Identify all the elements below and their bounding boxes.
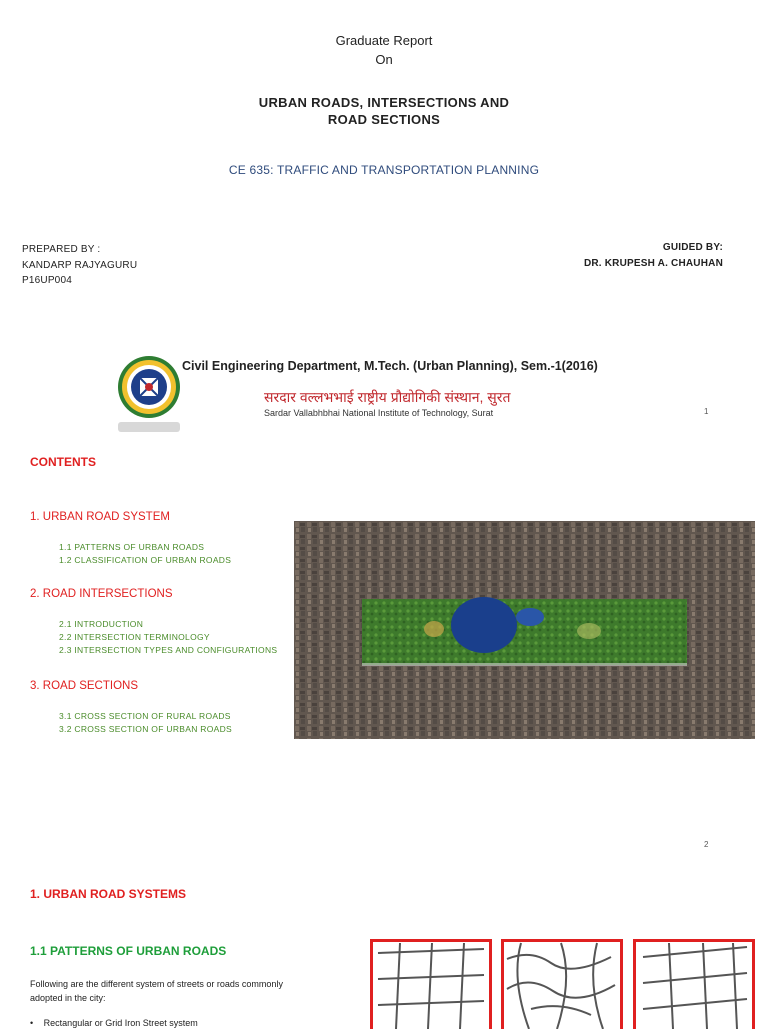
- contents-item: 2.2 INTERSECTION TERMINOLOGY: [59, 632, 210, 642]
- contents-title: CONTENTS: [30, 455, 96, 469]
- department-line: Civil Engineering Department, M.Tech. (Urban Planning), Sem.-1(2016): [182, 359, 598, 373]
- grid-pattern-diagram: [370, 939, 492, 1029]
- bullet-item: [30, 1016, 198, 1030]
- contents-item: 3.1 CROSS SECTION OF RURAL ROADS: [59, 711, 231, 721]
- guided-by-label: GUIDED BY:: [662, 242, 723, 253]
- contents-section-2-items: [59, 618, 277, 657]
- prepared-by-name: KANDARP RAJYAGURU: [22, 259, 138, 271]
- prepared-by-id: P16UP004: [22, 275, 72, 286]
- course-name: CE 635: TRAFFIC AND TRANSPORTATION PLANNING: [228, 163, 540, 177]
- contents-item: 2.1 INTRODUCTION: [59, 619, 144, 629]
- contents-section-1-items: [59, 541, 231, 567]
- bullet-text: Rectangular or Grid Iron Street system: [43, 1018, 198, 1028]
- report-label-line-1: Graduate Report: [335, 33, 433, 48]
- prepared-by-block: [22, 242, 137, 289]
- intro-line: adopted in the city:: [30, 993, 106, 1003]
- page-number: 1: [704, 407, 709, 416]
- contents-section-3: 3. ROAD SECTIONS: [30, 680, 138, 692]
- contents-item: 2.3 INTERSECTION TYPES AND CONFIGURATIONS: [59, 645, 278, 655]
- bullet-icon: •: [30, 1018, 34, 1028]
- report-label-line-2: On: [375, 52, 393, 67]
- intro-paragraph: [30, 977, 283, 1005]
- aerial-city-park-image: [294, 521, 755, 739]
- organic-pattern-diagram: [501, 939, 623, 1029]
- subsection-heading: 1.1 PATTERNS OF URBAN ROADS: [30, 944, 227, 958]
- contents-section-3-items: [59, 710, 232, 736]
- page-number: 2: [704, 840, 709, 849]
- contents-section-2: 2. ROAD INTERSECTIONS: [30, 588, 173, 600]
- guided-by-name: DR. KRUPESH A. CHAUHAN: [583, 257, 723, 269]
- radial-pattern-diagram: [633, 939, 755, 1029]
- report-title-line-1: URBAN ROADS, INTERSECTIONS AND: [258, 95, 510, 110]
- report-title: [0, 94, 768, 128]
- prepared-by-label: PREPARED BY :: [22, 244, 101, 255]
- section-heading: 1. URBAN ROAD SYSTEMS: [30, 887, 187, 901]
- contents-section-1: 1. URBAN ROAD SYSTEM: [30, 511, 170, 523]
- intro-line: Following are the different system of streets or roads commonly: [30, 979, 283, 989]
- contents-item: 1.2 CLASSIFICATION OF URBAN ROADS: [59, 555, 232, 565]
- institute-name-hindi: सरदार वल्लभभाई राष्ट्रीय प्रौद्योगिकी संस्थान, सुरत: [264, 389, 511, 405]
- institute-logo: [116, 354, 182, 432]
- guided-by-block: [584, 240, 723, 271]
- report-label: [0, 31, 768, 69]
- contents-item: 3.2 CROSS SECTION OF URBAN ROADS: [59, 724, 233, 734]
- contents-item: 1.1 PATTERNS OF URBAN ROADS: [59, 542, 205, 552]
- report-title-line-2: ROAD SECTIONS: [327, 112, 441, 127]
- institute-name-english: Sardar Vallabhbhai National Institute of Technology, Surat: [264, 408, 494, 418]
